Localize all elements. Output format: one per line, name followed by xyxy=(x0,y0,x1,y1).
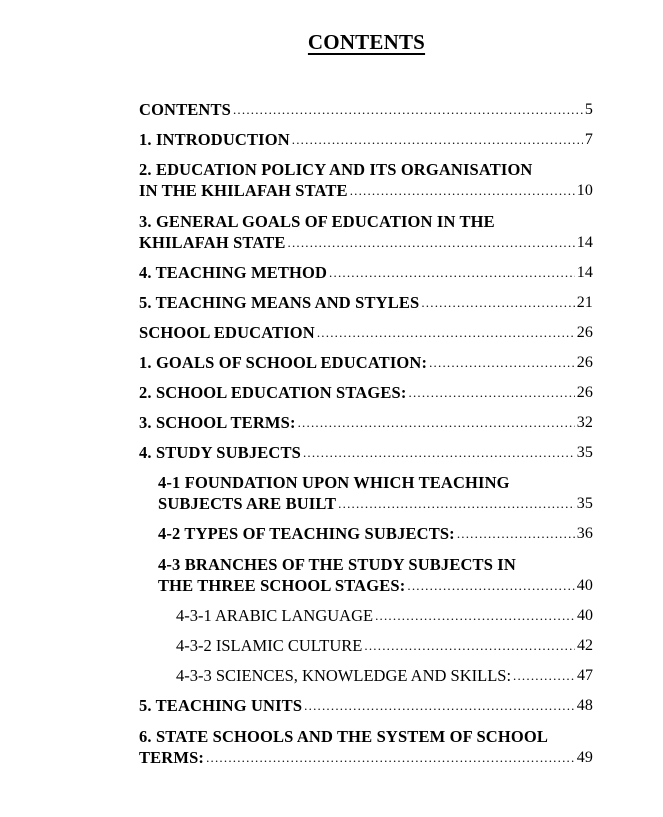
dot-leader xyxy=(304,698,575,716)
toc-entry-title: THE THREE SCHOOL STAGES: xyxy=(158,576,406,595)
dot-leader xyxy=(233,102,583,120)
toc-entry-title: 3. SCHOOL TERMS: xyxy=(139,413,296,432)
toc-entry-title: 4. STUDY SUBJECTS xyxy=(139,443,301,462)
toc-entry[interactable] xyxy=(139,412,593,433)
toc-page-number: 14 xyxy=(576,234,593,251)
toc-entry-title: CONTENTS xyxy=(139,100,231,119)
toc-entry[interactable] xyxy=(139,129,593,150)
toc-page-number: 26 xyxy=(576,324,593,341)
toc-entry[interactable] xyxy=(139,442,593,463)
toc-page-number: 21 xyxy=(576,294,593,311)
toc-entry[interactable] xyxy=(139,726,593,768)
toc-entry-title: IN THE KHILAFAH STATE xyxy=(139,181,348,200)
dot-leader xyxy=(407,578,574,596)
toc-entry-title: 4-3-1 ARABIC LANGUAGE xyxy=(176,606,374,625)
toc-entry[interactable] xyxy=(139,211,593,253)
dot-leader xyxy=(409,385,575,403)
toc-entry[interactable] xyxy=(139,159,593,201)
toc-entry[interactable] xyxy=(158,523,593,544)
toc-page-number: 35 xyxy=(576,495,593,512)
toc-entry-title: 4-2 TYPES OF TEACHING SUBJECTS: xyxy=(158,524,455,543)
toc-entry-title: SCHOOL EDUCATION xyxy=(139,323,315,342)
dot-leader xyxy=(288,235,575,253)
page-title-text: CONTENTS xyxy=(307,30,426,54)
dot-leader xyxy=(206,750,575,768)
toc-entry-title: 5. TEACHING UNITS xyxy=(139,696,303,715)
dot-leader xyxy=(317,325,575,343)
dot-leader xyxy=(303,445,575,463)
table-of-contents xyxy=(139,99,593,768)
toc-entry[interactable] xyxy=(158,554,593,596)
dot-leader xyxy=(513,668,575,686)
toc-entry-title: 4-3-3 SCIENCES, KNOWLEDGE AND SKILLS: xyxy=(176,666,512,685)
toc-page-number: 26 xyxy=(576,384,593,401)
toc-entry-title: 1. GOALS OF SCHOOL EDUCATION: xyxy=(139,353,428,372)
toc-entry-title-line1: 2. EDUCATION POLICY AND ITS ORGANISATION xyxy=(139,160,533,179)
toc-entry[interactable] xyxy=(139,382,593,403)
dot-leader xyxy=(375,608,575,626)
toc-entry[interactable] xyxy=(158,472,593,514)
toc-page-number: 40 xyxy=(577,607,593,624)
toc-entry[interactable] xyxy=(139,322,593,343)
toc-entry[interactable] xyxy=(139,99,593,120)
toc-page-number: 40 xyxy=(576,577,593,594)
toc-page-number: 26 xyxy=(576,354,593,371)
dot-leader xyxy=(429,355,575,373)
toc-entry-title: KHILAFAH STATE xyxy=(139,233,286,252)
dot-leader xyxy=(421,295,574,313)
toc-entry[interactable] xyxy=(139,262,593,283)
toc-page-number: 42 xyxy=(577,637,593,654)
toc-page-number: 10 xyxy=(576,182,593,199)
toc-page-number: 36 xyxy=(576,525,593,542)
toc-page-number: 35 xyxy=(576,444,593,461)
page-title xyxy=(0,30,663,55)
toc-page-number: 7 xyxy=(584,131,593,148)
toc-entry[interactable] xyxy=(139,292,593,313)
dot-leader xyxy=(457,526,575,544)
toc-entry-title-line1: 6. STATE SCHOOLS AND THE SYSTEM OF SCHOOL xyxy=(139,727,548,746)
dot-leader xyxy=(364,638,575,656)
dot-leader xyxy=(338,496,575,514)
toc-entry[interactable] xyxy=(176,605,593,626)
toc-entry-title-line1: 4-1 FOUNDATION UPON WHICH TEACHING xyxy=(158,473,510,492)
toc-page-number: 5 xyxy=(584,101,593,118)
toc-page-number: 48 xyxy=(576,697,593,714)
toc-entry[interactable] xyxy=(139,695,593,716)
dot-leader xyxy=(329,265,575,283)
toc-entry-title-line1: 4-3 BRANCHES OF THE STUDY SUBJECTS IN xyxy=(158,555,516,574)
toc-entry[interactable] xyxy=(139,352,593,373)
toc-entry[interactable] xyxy=(176,635,593,656)
toc-entry-title-line1: 3. GENERAL GOALS OF EDUCATION IN THE xyxy=(139,212,495,231)
toc-entry-title: 2. SCHOOL EDUCATION STAGES: xyxy=(139,383,407,402)
toc-page-number: 32 xyxy=(576,414,593,431)
toc-page-number: 49 xyxy=(576,749,593,766)
toc-entry-title: 5. TEACHING MEANS AND STYLES xyxy=(139,293,420,312)
dot-leader xyxy=(298,415,575,433)
toc-entry-title: 4-3-2 ISLAMIC CULTURE xyxy=(176,636,363,655)
toc-page-number: 14 xyxy=(576,264,593,281)
toc-page-number: 47 xyxy=(577,667,593,684)
toc-entry[interactable] xyxy=(176,665,593,686)
toc-entry-title: 4. TEACHING METHOD xyxy=(139,263,328,282)
dot-leader xyxy=(350,183,575,201)
toc-entry-title: 1. INTRODUCTION xyxy=(139,130,290,149)
toc-entry-title: TERMS: xyxy=(139,748,205,767)
toc-entry-title: SUBJECTS ARE BUILT xyxy=(158,494,337,513)
dot-leader xyxy=(292,132,583,150)
